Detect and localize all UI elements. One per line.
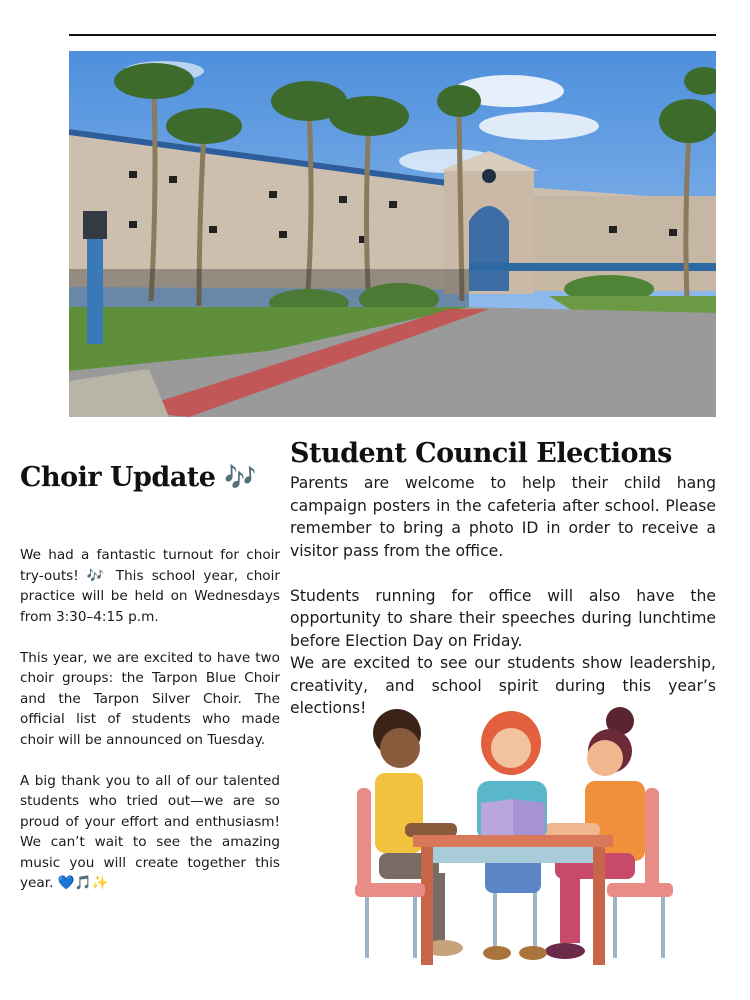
choir-article (20, 545, 280, 914)
choir-update-title (20, 462, 256, 493)
music-notes-icon: 🎶 (224, 463, 257, 493)
choir-paragraph-3: A big thank you to all of our talented students who tried out—we are so proud of your effort and enthusiasm! We can’t wait to see the amazing music you will create together this year. 💙🎵✨ (20, 772, 280, 891)
school-photo (69, 51, 716, 417)
sparkles-icon: ✨ (91, 875, 109, 891)
student-council-title: Student Council Elections (290, 438, 672, 469)
music-note-icon: 🎵 (74, 875, 92, 891)
choir-paragraph-2: This year, we are excited to have two choir groups: the Tarpon Blue Choir and the Tarpon Silver Choir. The official list of students who made choir will be announced on Tuesday. (20, 649, 280, 748)
choir-title-text: Choir Update (20, 462, 216, 493)
student-council-article (290, 472, 716, 720)
students-reading-illustration (345, 703, 685, 968)
blue-heart-icon: 💙 (57, 875, 75, 891)
top-rule (69, 34, 716, 36)
choir-paragraph-1: We had a fantastic turnout for choir try-outs! 🎶 This school year, choir practice will be held on Wednesdays from 3:30–4:15 p.m. (20, 547, 280, 625)
council-paragraph-3: We are excited to see our students show leadership, creativity, and school spirit during this year’s elections! (290, 654, 716, 717)
music-notes-icon: 🎶 (86, 567, 108, 584)
council-paragraph-1: Parents are welcome to help their child hang campaign posters in the cafeteria after school. Please remember to bring a photo ID in order to receive a visitor pass from the office. (290, 474, 716, 560)
council-paragraph-2: Students running for office will also have the opportunity to share their speeches during lunchtime before Election Day on Friday. (290, 586, 716, 650)
